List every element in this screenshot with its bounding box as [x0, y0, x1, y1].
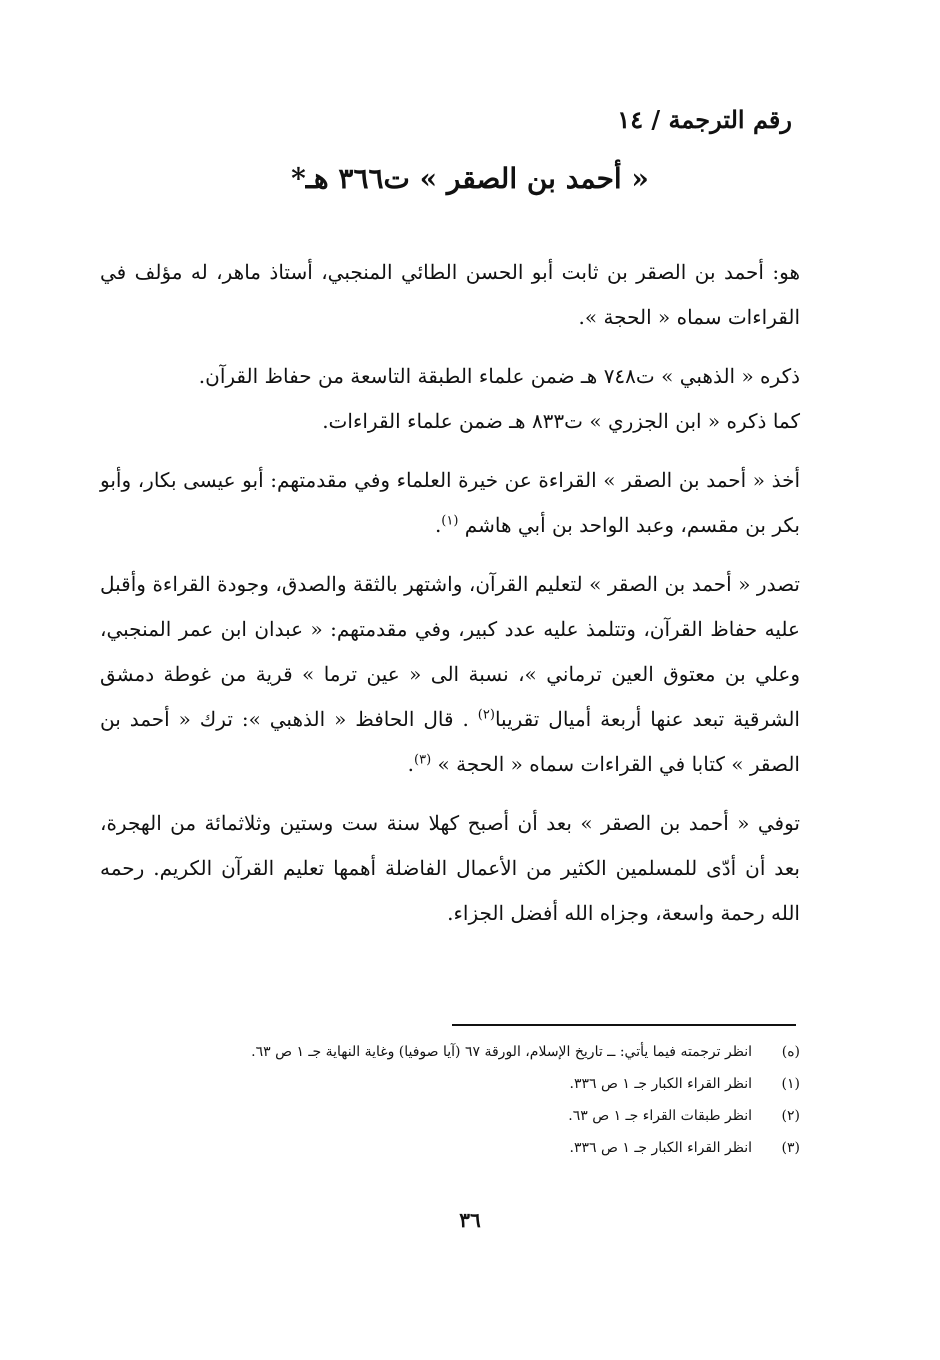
paragraph-teachers	[100, 458, 800, 548]
footnote-text: انظر طبقات القراء جـ ١ ص ٦٣.	[568, 1108, 752, 1124]
footnote-text: انظر القراء الكبار جـ ١ ص ٣٣٦.	[569, 1076, 752, 1092]
footnote-item	[140, 1132, 800, 1164]
paragraph-jazari	[100, 399, 800, 444]
paragraph-text: أخذ « أحمد بن الصقر » القراءة عن خيرة العلماء وفي مقدمتهم: أبو عيسى بكار، وأبو بكر بن مقسم، وعبد الواحد بن أبي هاشم	[100, 468, 800, 537]
paragraph-students	[100, 562, 800, 787]
paragraph-text: هو: أحمد بن الصقر بن ثابت أبو الحسن الطائي المنجبي، أستاذ ماهر، له مؤلف في القراءات سماه « الحجة ».	[100, 260, 800, 329]
paragraph-text: . قال الحافظ « الذهبي »: ترك « أحمد بن الصقر » كتابا في القراءات سماه « الحجة »	[100, 707, 800, 776]
footnote-ref: (٢)	[477, 707, 495, 723]
footnotes	[140, 1036, 800, 1164]
paragraph-intro	[100, 250, 800, 340]
paragraph-text: تصدر « أحمد بن الصقر » لتعليم القرآن، واشتهر بالثقة والصدق، وجودة القراءة وأقبل عليه حفاظ القرآن، وتتلمذ عليه عدد كبير، وفي مقدمتهم: « عبدان ابن عمر المنجبي، وعلي بن معتوق العين ترماني »، نسبة الى « عين ترما » قرية من غوطة دمشق الشرقية تبعد عنها أربعة أميال تقريبا	[100, 572, 800, 731]
biography-body	[100, 250, 800, 950]
footnote-ref: (١)	[441, 513, 459, 529]
paragraph-death	[100, 801, 800, 936]
paragraph-dhahabi	[100, 354, 800, 399]
footnote-text: انظر القراء الكبار جـ ١ ص ٣٣٦.	[569, 1140, 752, 1156]
paragraph-text: توفي « أحمد بن الصقر » بعد أن أصبح كهلا سنة ست وستين وثلاثمائة من الهجرة، بعد أن أدّى للمسلمين الكثير من الأعمال الفاضلة أهمها تعليم القرآن الكريم. رحمه الله رحمة واسعة، وجزاه الله أفضل الجزاء.	[100, 811, 800, 925]
footnote-marker: (٢)	[781, 1108, 800, 1124]
footnote-item	[140, 1036, 800, 1068]
footnote-text: انظر ترجمته فيما يأتي: ــ تاريخ الإسلام، الورقة ٦٧ (آيا صوفيا) وغاية النهاية جـ ١ ص ٦٣.	[251, 1044, 752, 1060]
end-dot: .	[434, 513, 442, 537]
paragraph-text: ذكره « الذهبي » ت٧٤٨ هـ ضمن علماء الطبقة التاسعة من حفاظ القرآن.	[198, 364, 800, 388]
footnote-marker: (ه)	[781, 1044, 800, 1060]
page-number: ٣٦	[459, 1208, 481, 1232]
end-dot: .	[407, 752, 414, 776]
page-title: « أحمد بن الصقر » ت٣٦٦ هـ*	[291, 162, 649, 195]
footnote-divider	[452, 1024, 796, 1026]
footnote-ref: (٣)	[414, 752, 432, 768]
footnote-marker: (١)	[781, 1076, 800, 1092]
footnote-item	[140, 1100, 800, 1132]
footnote-item	[140, 1068, 800, 1100]
footnote-marker: (٣)	[781, 1140, 800, 1156]
paragraph-text: كما ذكره « ابن الجزري » ت٨٣٣ هـ ضمن علماء القراءات.	[322, 409, 800, 433]
entry-number-label: رقم الترجمة / ١٤	[617, 105, 792, 134]
